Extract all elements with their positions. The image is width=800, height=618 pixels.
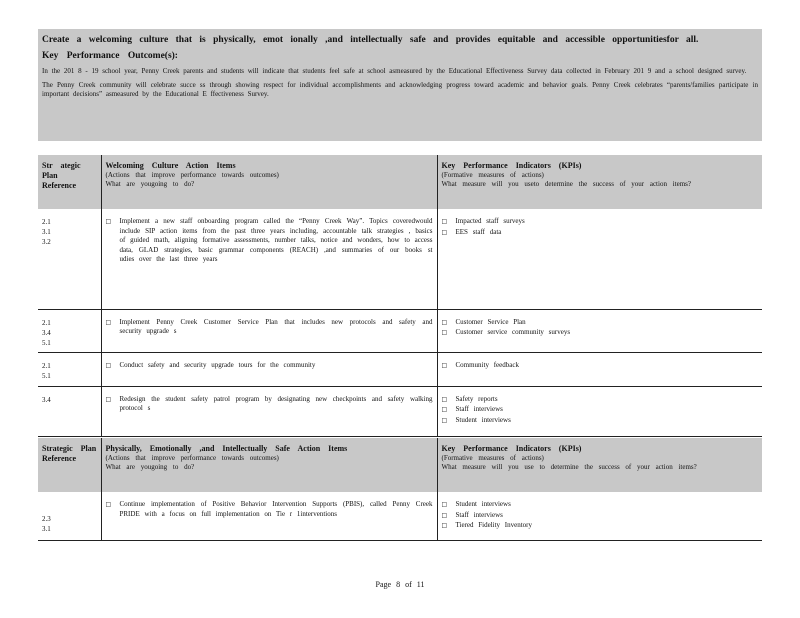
kpi-item-text: Customer Service Plan: [455, 317, 526, 326]
kpi-item-cell: [437, 209, 762, 309]
checkbox-bullet-icon: □: [441, 501, 448, 508]
table-row: [38, 352, 762, 386]
welcoming-culture-table: [38, 155, 762, 437]
checkbox-bullet-icon: □: [105, 318, 112, 326]
kpi-item-cell: [437, 386, 762, 436]
list-item: [442, 328, 759, 338]
header-ref: Str ategic Plan Reference: [38, 155, 101, 209]
table-row: [38, 386, 762, 436]
goal-banner: [38, 29, 762, 141]
header-kpis: Key Performance Indicators (KPIs) (Formative measures of actions) What measure will you useto determine the success of your action items?: [437, 155, 762, 209]
checkbox-bullet-icon: □: [441, 522, 448, 529]
plan-reference: 2.3: [42, 515, 51, 523]
list-item: [442, 511, 759, 521]
kpo-label: Key Performance Outcome(s):: [42, 51, 178, 61]
list-item: [442, 228, 759, 238]
table-row: [38, 309, 762, 352]
plan-reference-cell: [38, 309, 101, 352]
action-item-cell: [101, 492, 437, 540]
plan-reference: 3.4: [42, 395, 51, 404]
header-actions: Welcoming Culture Action Items (Actions that improve performance towards outcomes) What are yougoing to do?: [101, 155, 437, 209]
list-item: [442, 217, 759, 227]
action-item-cell: [101, 309, 437, 352]
header-ref: Strategic Plan Reference: [38, 438, 101, 492]
plan-reference: 3.4: [42, 328, 51, 337]
action-item-cell: [101, 209, 437, 309]
checkbox-bullet-icon: □: [105, 501, 112, 508]
kpo-text-1: In the 201 8 - 19 school year, Penny Creek parents and students will indicate that students feel safe at school asmeasured by the Educational Effectiveness Survey data collected in February 201 9 and a school designed survey.: [42, 67, 747, 75]
plan-reference-cell: [38, 386, 101, 436]
action-item-cell: [101, 386, 437, 436]
checkbox-bullet-icon: □: [441, 329, 448, 336]
checkbox-bullet-icon: □: [441, 228, 448, 236]
action-item-text: Conduct safety and security upgrade tours for the community: [119, 360, 316, 369]
kpi-item-text: Community feedback: [455, 360, 519, 369]
kpi-item-text: EES staff data: [455, 227, 502, 236]
kpi-item-cell: [437, 352, 762, 386]
table-header: [38, 155, 762, 209]
list-item: [106, 217, 433, 265]
plan-reference: 5.1: [42, 338, 51, 347]
safe-actions-table: [38, 438, 762, 541]
list-item: [442, 361, 759, 371]
action-item-text: Redesign the student safety patrol program by designating new checkpoints and safety walking protocol s: [119, 394, 433, 412]
kpo-text-2: The Penny Creek community will celebrate succe ss through showing respect for individual accomplishments and acknowledging progress toward academic and behavior goals. Penny Creek celebrates “parents/families participate in important decisions” asmeasured by the Educational E ffectiveness Survey.: [42, 80, 758, 98]
action-item-cell: [101, 352, 437, 386]
kpi-item-cell: [437, 492, 762, 540]
checkbox-bullet-icon: □: [105, 361, 112, 369]
plan-reference: 2.1: [42, 318, 51, 327]
header-kpis: Key Performance Indicators (KPIs) (Formative measures of actions) What measure will you use to determine the success of your action items?: [437, 438, 762, 492]
action-item-text: Implement a new staff onboarding program called the “Penny Creek Way”. Topics coveredwould include SIP action items from the past three years including, accountable talk strategies , basics of guided math, aligning formative assessments, number talks, notice and wonders, how to access data, GLAD strategies, basic grammar components (REACH) ,and summaries of our books st udies over the last three years: [119, 217, 433, 263]
kpi-item-text: Safety reports: [455, 394, 498, 403]
kpi-item-text: Student interviews: [455, 500, 511, 508]
plan-reference: 3.1: [42, 525, 51, 533]
checkbox-bullet-icon: □: [441, 511, 448, 519]
list-item: [442, 395, 759, 405]
page-number: Page 8 of 11: [375, 580, 425, 589]
header-actions: Physically, Emotionally ,and Intellectually Safe Action Items (Actions that improve performance towards outcomes) What are yougoing to do?: [101, 438, 437, 492]
kpi-item-text: Tiered Fidelity Inventory: [455, 521, 533, 529]
kpi-item-text: Staff interviews: [455, 510, 503, 519]
plan-reference: 3.2: [42, 238, 51, 246]
goal-title: Create a welcoming culture that is physically, emot ionally ,and intellectually safe and provides equitable and accessible opportunitiesfor all.: [42, 35, 699, 45]
list-item: [442, 405, 759, 415]
kpi-item-text: Staff interviews: [455, 405, 503, 413]
checkbox-bullet-icon: □: [441, 361, 448, 369]
list-item: [106, 500, 433, 519]
checkbox-bullet-icon: □: [441, 218, 448, 225]
plan-reference: 2.1: [42, 218, 51, 226]
plan-reference-cell: [38, 492, 101, 540]
checkbox-bullet-icon: □: [441, 395, 448, 403]
action-item-text: Continue implementation of Positive Behavior Intervention Supports (PBIS), called Penny Creek PRIDE with a focus on full implementation on Tie r 1interventions: [119, 500, 433, 518]
list-item: [442, 416, 759, 426]
plan-reference-cell: [38, 352, 101, 386]
plan-reference-cell: [38, 209, 101, 309]
checkbox-bullet-icon: □: [441, 406, 448, 413]
checkbox-bullet-icon: □: [105, 218, 112, 225]
table-header: [38, 438, 762, 492]
checkbox-bullet-icon: □: [441, 416, 448, 424]
checkbox-bullet-icon: □: [441, 318, 448, 326]
list-item: [442, 521, 759, 531]
table-row: [38, 492, 762, 540]
kpi-item-cell: [437, 309, 762, 352]
checkbox-bullet-icon: □: [105, 395, 112, 403]
plan-reference: 3.1: [42, 228, 51, 236]
kpi-item-text: Customer service community surveys: [455, 328, 571, 336]
list-item: [106, 361, 433, 371]
list-item: [442, 318, 759, 328]
kpi-item-text: Student interviews: [455, 415, 511, 424]
action-item-text: Implement Penny Creek Customer Service Plan that includes new protocols and safety and security upgrade s: [119, 317, 433, 335]
plan-reference: 2.1: [42, 361, 51, 370]
list-item: [442, 500, 759, 510]
list-item: [106, 318, 433, 337]
plan-reference: 5.1: [42, 371, 51, 380]
list-item: [106, 395, 433, 414]
table-row: [38, 209, 762, 309]
kpi-item-text: Impacted staff surveys: [455, 217, 525, 225]
